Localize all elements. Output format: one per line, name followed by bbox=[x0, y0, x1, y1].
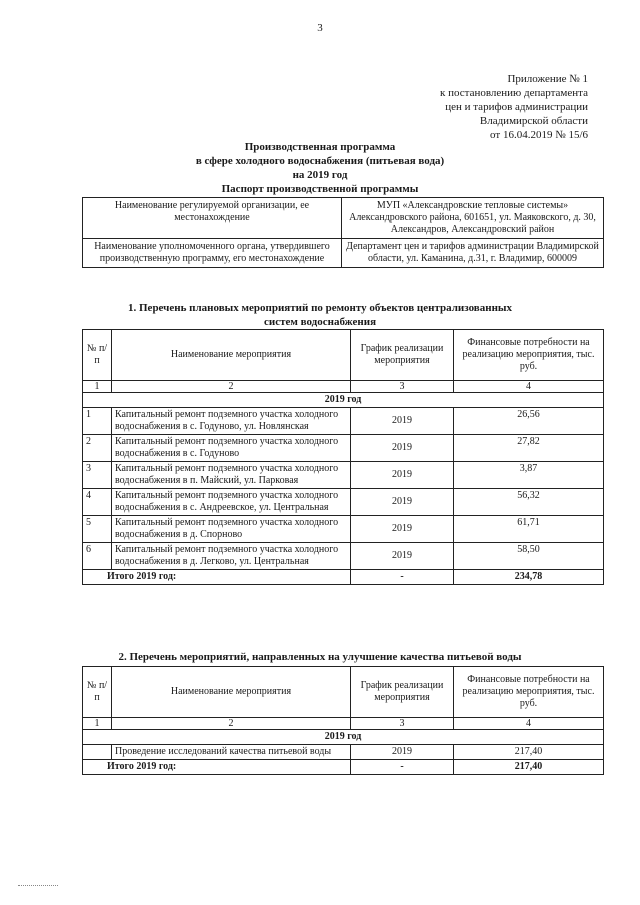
row-name: Капитальный ремонт подземного участка холодного водоснабжения в д. Легково, ул. Центральная bbox=[112, 543, 351, 570]
row-num: 2 bbox=[83, 435, 112, 462]
row-schedule: 2019 bbox=[351, 435, 454, 462]
appendix-line: Приложение № 1 bbox=[507, 73, 588, 85]
table-header bbox=[83, 330, 604, 381]
row-schedule: 2019 bbox=[351, 489, 454, 516]
table-row bbox=[83, 408, 604, 435]
quality-table bbox=[82, 666, 604, 775]
title-line: в сфере холодного водоснабжения (питьевая вода) bbox=[195, 155, 445, 167]
row-finance: 27,82 bbox=[454, 435, 604, 462]
total-label: Итого 2019 год: bbox=[83, 570, 351, 585]
row-finance: 26,56 bbox=[454, 408, 604, 435]
col-header-num: № п/п bbox=[83, 330, 112, 381]
row-finance: 3,87 bbox=[454, 462, 604, 489]
table-row bbox=[83, 198, 604, 239]
appendix-line: Владимирской области bbox=[479, 115, 588, 127]
table-row bbox=[83, 462, 604, 489]
row-num bbox=[83, 745, 112, 760]
index-cell: 4 bbox=[454, 381, 604, 393]
col-header-schedule: График реализации мероприятия bbox=[351, 330, 454, 381]
title-line: на 2019 год bbox=[292, 169, 348, 181]
table-row bbox=[83, 543, 604, 570]
passport-table bbox=[82, 197, 604, 268]
table-row bbox=[83, 239, 604, 268]
appendix-line: цен и тарифов администрации bbox=[445, 101, 588, 113]
row-name: Капитальный ремонт подземного участка холодного водоснабжения в п. Майский, ул. Парковая bbox=[112, 462, 351, 489]
row-num: 4 bbox=[83, 489, 112, 516]
appendix-line: от 16.04.2019 № 15/6 bbox=[490, 129, 588, 141]
row-name: Проведение исследований качества питьевой воды bbox=[112, 745, 351, 760]
row-finance: 56,32 bbox=[454, 489, 604, 516]
row-schedule: 2019 bbox=[351, 462, 454, 489]
total-row bbox=[83, 570, 604, 585]
passport-value: Департамент цен и тарифов администрации Владимирской области, ул. Каманина, д.31, г. Владимир, 600009 bbox=[342, 239, 604, 268]
year-label: 2019 год bbox=[83, 393, 604, 408]
row-num: 3 bbox=[83, 462, 112, 489]
total-schedule: - bbox=[351, 760, 454, 775]
col-header-name: Наименование мероприятия bbox=[112, 667, 351, 718]
section1-title: 1. Перечень плановых мероприятий по ремонту объектов централизованных систем водоснабжения bbox=[128, 302, 512, 328]
appendix-block bbox=[388, 72, 588, 142]
total-finance: 217,40 bbox=[454, 760, 604, 775]
index-cell: 2 bbox=[112, 718, 351, 730]
table-header bbox=[83, 667, 604, 718]
col-header-schedule: График реализации мероприятия bbox=[351, 667, 454, 718]
row-name: Капитальный ремонт подземного участка холодного водоснабжения в с. Годуново bbox=[112, 435, 351, 462]
passport-value: МУП «Александровские тепловые системы» Александровского района, 601651, ул. Маяковского, д. 30, Александров, Александровский район bbox=[342, 198, 604, 239]
year-row bbox=[83, 393, 604, 408]
passport-label: Наименование уполномоченного органа, утвердившего производственную программу, его местонахождение bbox=[83, 239, 342, 268]
section2-title: 2. Перечень мероприятий, направленных на улучшение качества питьевой воды bbox=[118, 651, 522, 663]
row-finance: 58,50 bbox=[454, 543, 604, 570]
index-row bbox=[83, 381, 604, 393]
total-label: Итого 2019 год: bbox=[83, 760, 351, 775]
row-schedule: 2019 bbox=[351, 543, 454, 570]
year-label: 2019 год bbox=[83, 730, 604, 745]
title-line: Производственная программа bbox=[244, 141, 396, 153]
index-cell: 1 bbox=[83, 381, 112, 393]
table-row bbox=[83, 435, 604, 462]
col-header-finance: Финансовые потребности на реализацию мероприятия, тыс. руб. bbox=[454, 330, 604, 381]
row-schedule: 2019 bbox=[351, 516, 454, 543]
passport-label: Наименование регулируемой организации, ее местонахождение bbox=[83, 198, 342, 239]
index-cell: 3 bbox=[351, 381, 454, 393]
row-name: Капитальный ремонт подземного участка холодного водоснабжения в д. Спорново bbox=[112, 516, 351, 543]
row-finance: 61,71 bbox=[454, 516, 604, 543]
row-schedule: 2019 bbox=[351, 745, 454, 760]
total-row bbox=[83, 760, 604, 775]
col-header-name: Наименование мероприятия bbox=[112, 330, 351, 381]
index-cell: 1 bbox=[83, 718, 112, 730]
index-row bbox=[83, 718, 604, 730]
page-number: 3 bbox=[317, 22, 323, 34]
row-num: 1 bbox=[83, 408, 112, 435]
table-row bbox=[83, 516, 604, 543]
col-header-num: № п/п bbox=[83, 667, 112, 718]
index-cell: 4 bbox=[454, 718, 604, 730]
row-name: Капитальный ремонт подземного участка холодного водоснабжения в с. Годуново, ул. Новлянская bbox=[112, 408, 351, 435]
index-cell: 3 bbox=[351, 718, 454, 730]
document-title bbox=[0, 140, 640, 196]
table-row bbox=[83, 745, 604, 760]
appendix-line: к постановлению департамента bbox=[440, 87, 588, 99]
row-schedule: 2019 bbox=[351, 408, 454, 435]
table-row bbox=[83, 489, 604, 516]
passport-heading: Паспорт производственной программы bbox=[221, 183, 419, 195]
total-finance: 234,78 bbox=[454, 570, 604, 585]
row-finance: 217,40 bbox=[454, 745, 604, 760]
scan-mark bbox=[18, 885, 58, 887]
row-num: 6 bbox=[83, 543, 112, 570]
row-name: Капитальный ремонт подземного участка холодного водоснабжения в с. Андреевское, ул. Центральная bbox=[112, 489, 351, 516]
repair-table bbox=[82, 329, 604, 585]
index-cell: 2 bbox=[112, 381, 351, 393]
total-schedule: - bbox=[351, 570, 454, 585]
year-row bbox=[83, 730, 604, 745]
col-header-finance: Финансовые потребности на реализацию мероприятия, тыс. руб. bbox=[454, 667, 604, 718]
row-num: 5 bbox=[83, 516, 112, 543]
